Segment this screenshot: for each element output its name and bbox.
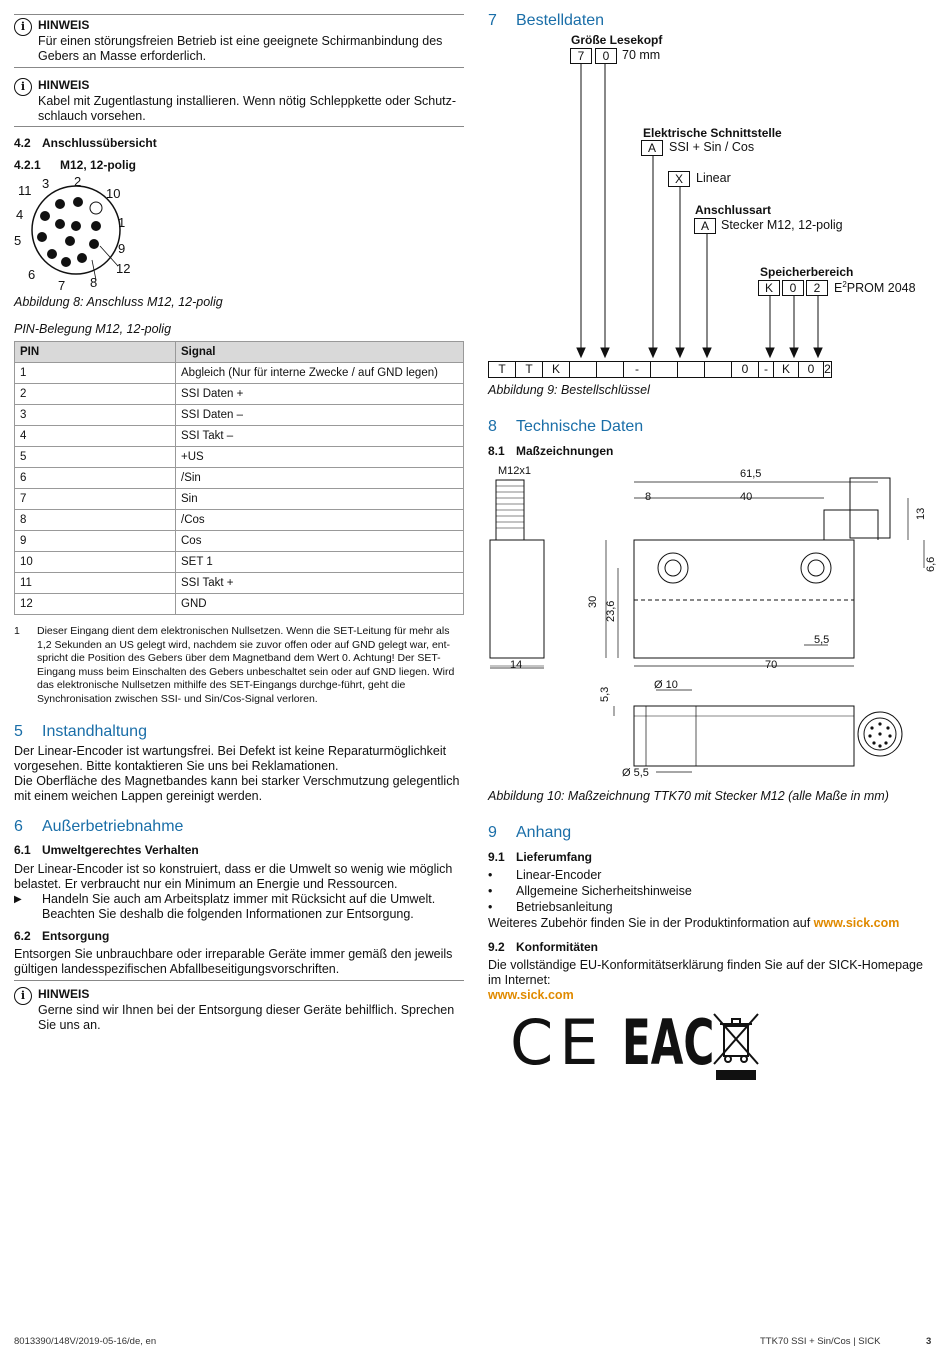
note-title: HINWEIS bbox=[38, 987, 90, 1001]
section-heading-9: 9 Anhang bbox=[488, 824, 572, 841]
order-code-cell: 2 bbox=[824, 362, 831, 376]
order-label: Linear bbox=[696, 171, 731, 185]
paragraph: Entsorgen Sie unbrauchbare oder irreparable Geräte immer gemäß den jeweils gültigen landesspezifischen Abfallbeseitigungsvorschriften. bbox=[14, 947, 453, 976]
info-icon: i bbox=[14, 987, 32, 1005]
table-cell: 8 bbox=[15, 510, 176, 531]
note-title: HINWEIS bbox=[38, 18, 90, 32]
divider bbox=[14, 126, 464, 127]
page-number: 3 bbox=[926, 1336, 932, 1347]
footer-product: TTK70 SSI + Sin/Cos | SICK bbox=[760, 1336, 881, 1347]
dimension-label: Ø 10 bbox=[654, 679, 678, 691]
section-heading-8-1: 8.1 Maßzeichnungen bbox=[488, 444, 614, 458]
table-cell: 5 bbox=[15, 447, 176, 468]
order-code-cell bbox=[705, 362, 732, 377]
table-cell: Abgleich (Nur für interne Zwecke / auf GND legen) bbox=[176, 363, 464, 384]
table-row bbox=[15, 489, 464, 510]
dimension-label: 5,3 bbox=[599, 686, 611, 702]
order-code-cell: T bbox=[516, 362, 543, 377]
dimension-drawing bbox=[488, 460, 938, 785]
table-cell: SSI Takt – bbox=[176, 426, 464, 447]
order-code-cell bbox=[651, 362, 678, 377]
action-step: Handeln Sie auch am Arbeitsplatz immer mit Rücksicht auf die Umwelt. Beachten Sie deshalb die folgenden Informationen zur Entsorgung. bbox=[42, 892, 436, 921]
table-cell: 12 bbox=[15, 594, 176, 615]
dimension-label: 30 bbox=[587, 595, 599, 608]
order-code-cell: 0 bbox=[732, 362, 759, 377]
paragraph: Der Linear-Encoder ist wartungsfrei. Bei Defekt ist keine Reparaturmöglichkeit vorgesehen. Bitte kontaktieren Sie uns bei Reklamationen. bbox=[14, 744, 447, 773]
paragraph: Weiteres Zubehör finden Sie in der Produktinformation auf www.sick.com bbox=[488, 916, 900, 930]
order-code-cell: K bbox=[774, 362, 799, 377]
order-memory-heading: Speicherbereich bbox=[760, 265, 854, 279]
column-header: PIN bbox=[15, 342, 176, 363]
table-cell: Sin bbox=[176, 489, 464, 510]
figure-caption: Abbildung 10: Maßzeichnung TTK70 mit Stecker M12 (alle Maße in mm) bbox=[488, 789, 889, 803]
table-cell: +US bbox=[176, 447, 464, 468]
order-code-cell bbox=[570, 362, 597, 377]
weee-bin-icon bbox=[712, 1012, 760, 1082]
pin-label: 3 bbox=[42, 176, 50, 191]
section-heading-4-2: 4.2 Anschlussübersicht bbox=[14, 136, 157, 150]
section-heading-6-1: 6.1 Umweltgerechtes Verhalten bbox=[14, 843, 199, 857]
table-cell: 4 bbox=[15, 426, 176, 447]
table-cell: SSI Daten – bbox=[176, 405, 464, 426]
footer-document-id: 8013390/148V/2019-05-16/de, en bbox=[14, 1336, 157, 1347]
bullet-icon: • bbox=[488, 868, 493, 882]
order-key-lines bbox=[488, 60, 938, 380]
order-label: Stecker M12, 12-polig bbox=[721, 218, 843, 232]
paragraph: Der Linear-Encoder ist so konstruiert, dass er die Umwelt so wenig wie möglich belastet. Er verbraucht nur ein Minimum an Energie und Ressourcen. bbox=[14, 862, 453, 891]
dimension-label: 61,5 bbox=[740, 468, 762, 480]
section-heading-8: 8 Technische Daten bbox=[488, 418, 644, 435]
table-row bbox=[15, 363, 464, 384]
order-interface-heading: Elektrische Schnittstelle bbox=[643, 126, 782, 140]
table-row bbox=[15, 405, 464, 426]
order-box: A bbox=[641, 140, 663, 156]
order-box: A bbox=[694, 218, 716, 234]
list-item: Betriebsanleitung bbox=[516, 900, 613, 914]
note-body: Für einen störungsfreien Betrieb ist eine geeignete Schirmanbindung des Gebers an Masse erforderlich. bbox=[38, 34, 443, 63]
section-heading-9-2: 9.2 Konformitäten bbox=[488, 940, 598, 954]
dimension-label: M12x1 bbox=[498, 465, 532, 477]
table-cell: 7 bbox=[15, 489, 176, 510]
table-row bbox=[15, 510, 464, 531]
order-box: 7 bbox=[570, 48, 592, 64]
order-box: 2 bbox=[806, 280, 828, 296]
order-code-cell: T bbox=[489, 362, 516, 377]
table-row bbox=[15, 531, 464, 552]
table-cell: 11 bbox=[15, 573, 176, 594]
table-row bbox=[15, 426, 464, 447]
sick-link[interactable]: www.sick.com bbox=[488, 988, 574, 1002]
order-size-heading: Größe Lesekopf bbox=[571, 33, 663, 47]
dimension-label: 13 bbox=[915, 507, 927, 520]
table-cell: Cos bbox=[176, 531, 464, 552]
table-header-row bbox=[15, 342, 464, 363]
note-title: HINWEIS bbox=[38, 78, 90, 92]
pin-assignment-table bbox=[14, 341, 464, 615]
table-cell: 2 bbox=[15, 384, 176, 405]
pin-label: 2 bbox=[74, 174, 82, 189]
table-caption: PIN-Belegung M12, 12-polig bbox=[14, 322, 172, 336]
table-row bbox=[15, 573, 464, 594]
order-label: SSI + Sin / Cos bbox=[669, 140, 755, 154]
table-cell: SSI Daten + bbox=[176, 384, 464, 405]
order-box: 0 bbox=[595, 48, 617, 64]
section-heading-4-2-1: 4.2.1 M12, 12-polig bbox=[14, 158, 137, 172]
order-connection-heading: Anschlussart bbox=[695, 203, 772, 217]
section-heading-6: 6 Außerbetriebnahme bbox=[14, 818, 184, 835]
section-heading-6-2: 6.2 Entsorgung bbox=[14, 929, 110, 943]
info-icon: i bbox=[14, 18, 32, 36]
table-row bbox=[15, 594, 464, 615]
section-heading-5: 5 Instandhaltung bbox=[14, 723, 147, 740]
paragraph: Die vollständige EU-Konformitätserklärung finden Sie auf der SICK-Homepage im Internet: bbox=[488, 958, 923, 987]
dimension-label: 6,6 bbox=[925, 556, 937, 572]
table-cell: SET 1 bbox=[176, 552, 464, 573]
table-cell: 6 bbox=[15, 468, 176, 489]
order-code-cell: K bbox=[543, 362, 570, 377]
order-box: K bbox=[758, 280, 780, 296]
table-cell: 1 bbox=[15, 363, 176, 384]
pin-label: 1 bbox=[118, 215, 126, 230]
pin-label: 9 bbox=[118, 241, 126, 256]
pin-label: 12 bbox=[116, 261, 131, 276]
table-cell: GND bbox=[176, 594, 464, 615]
divider bbox=[14, 14, 464, 15]
pin-label: 8 bbox=[90, 275, 98, 290]
footnote-text: Dieser Eingang dient dem elektronischen Nullsetzen. Wenn die SET-Leitung für mehr als 1,2 Sekunden an US gelegt wird, nachdem sie zuvor offen oder auf GND gelegt war, ent-spricht die Position des Gebers über dem Magnetband dem Wert 0. Achtung! Der SET-Eingang muss beim Einschalten des Gebers unbeschaltet sein oder auf GND liegen. Wird das elektronische Nullsetzen mithilfe des SET-Eingangs durchge-führt, geht die Synchronisation zwischen SSI- und Sin/Cos-Signal verloren. bbox=[37, 625, 455, 705]
m12-connector-diagram bbox=[14, 174, 154, 292]
dimension-label: 14 bbox=[510, 659, 523, 671]
order-label: $E^2PROM$ 2048 bbox=[834, 280, 916, 296]
section-heading-9-1: 9.1 Lieferumfang bbox=[488, 850, 593, 864]
sick-link[interactable]: www.sick.com bbox=[813, 916, 900, 930]
column-header: Signal bbox=[176, 342, 464, 363]
figure-caption: Abbildung 8: Anschluss M12, 12-polig bbox=[14, 295, 223, 309]
table-row bbox=[15, 552, 464, 573]
order-code-cell: - bbox=[624, 362, 651, 377]
pin-label: 6 bbox=[28, 267, 36, 282]
dimension-label: 23,6 bbox=[605, 600, 617, 622]
dimension-label: 5,5 bbox=[814, 634, 830, 646]
pin-label: 11 bbox=[18, 183, 32, 198]
table-cell: SSI Takt + bbox=[176, 573, 464, 594]
table-row bbox=[15, 468, 464, 489]
bullet-icon: • bbox=[488, 884, 493, 898]
pin-label: 5 bbox=[14, 233, 22, 248]
table-row bbox=[15, 384, 464, 405]
order-code-cell bbox=[597, 362, 624, 377]
bullet-icon: • bbox=[488, 900, 493, 914]
section-heading-7: 7 Bestelldaten bbox=[488, 12, 605, 29]
pin-label: 10 bbox=[106, 186, 121, 201]
table-cell: 9 bbox=[15, 531, 176, 552]
dimension-label: 70 bbox=[765, 659, 778, 671]
dimension-label: 8 bbox=[645, 491, 652, 503]
table-cell: /Cos bbox=[176, 510, 464, 531]
dimension-label: 40 bbox=[740, 491, 753, 503]
order-code-cell bbox=[678, 362, 705, 377]
pin-label: 7 bbox=[58, 278, 66, 292]
divider bbox=[14, 67, 464, 68]
order-label: 70 mm bbox=[622, 48, 661, 62]
table-row bbox=[15, 447, 464, 468]
paragraph: Die Oberfläche des Magnetbandes kann bei starker Verschmutzung gelegentlich mit einem weichen Lappen gereinigt werden. bbox=[14, 774, 460, 803]
order-box: X bbox=[668, 171, 690, 187]
figure-caption: Abbildung 9: Bestellschlüssel bbox=[488, 383, 650, 397]
info-icon: i bbox=[14, 78, 32, 96]
ce-mark-icon: CE bbox=[510, 1006, 605, 1079]
eac-mark-icon: EAC bbox=[622, 1006, 715, 1079]
dimension-label: Ø 5,5 bbox=[622, 767, 649, 779]
footnote-mark: 1 bbox=[14, 625, 20, 637]
list-item: Linear-Encoder bbox=[516, 868, 602, 882]
table-cell: /Sin bbox=[176, 468, 464, 489]
order-code-cell: 0 bbox=[799, 362, 824, 377]
order-box: 0 bbox=[782, 280, 804, 296]
order-code-cell: - bbox=[759, 362, 774, 377]
list-item: Allgemeine Sicherheitshinweise bbox=[516, 884, 692, 898]
table-cell: 3 bbox=[15, 405, 176, 426]
table-cell: 10 bbox=[15, 552, 176, 573]
order-code-row bbox=[488, 361, 832, 378]
action-arrow-icon: ▶ bbox=[14, 894, 22, 905]
divider bbox=[14, 980, 464, 981]
pin-label: 4 bbox=[16, 207, 24, 222]
note-body: Kabel mit Zugentlastung installieren. Wenn nötig Schleppkette oder Schutz-schlauch vorsehen. bbox=[38, 94, 457, 123]
note-body: Gerne sind wir Ihnen bei der Entsorgung dieser Geräte behilflich. Sprechen Sie uns an. bbox=[38, 1003, 455, 1032]
